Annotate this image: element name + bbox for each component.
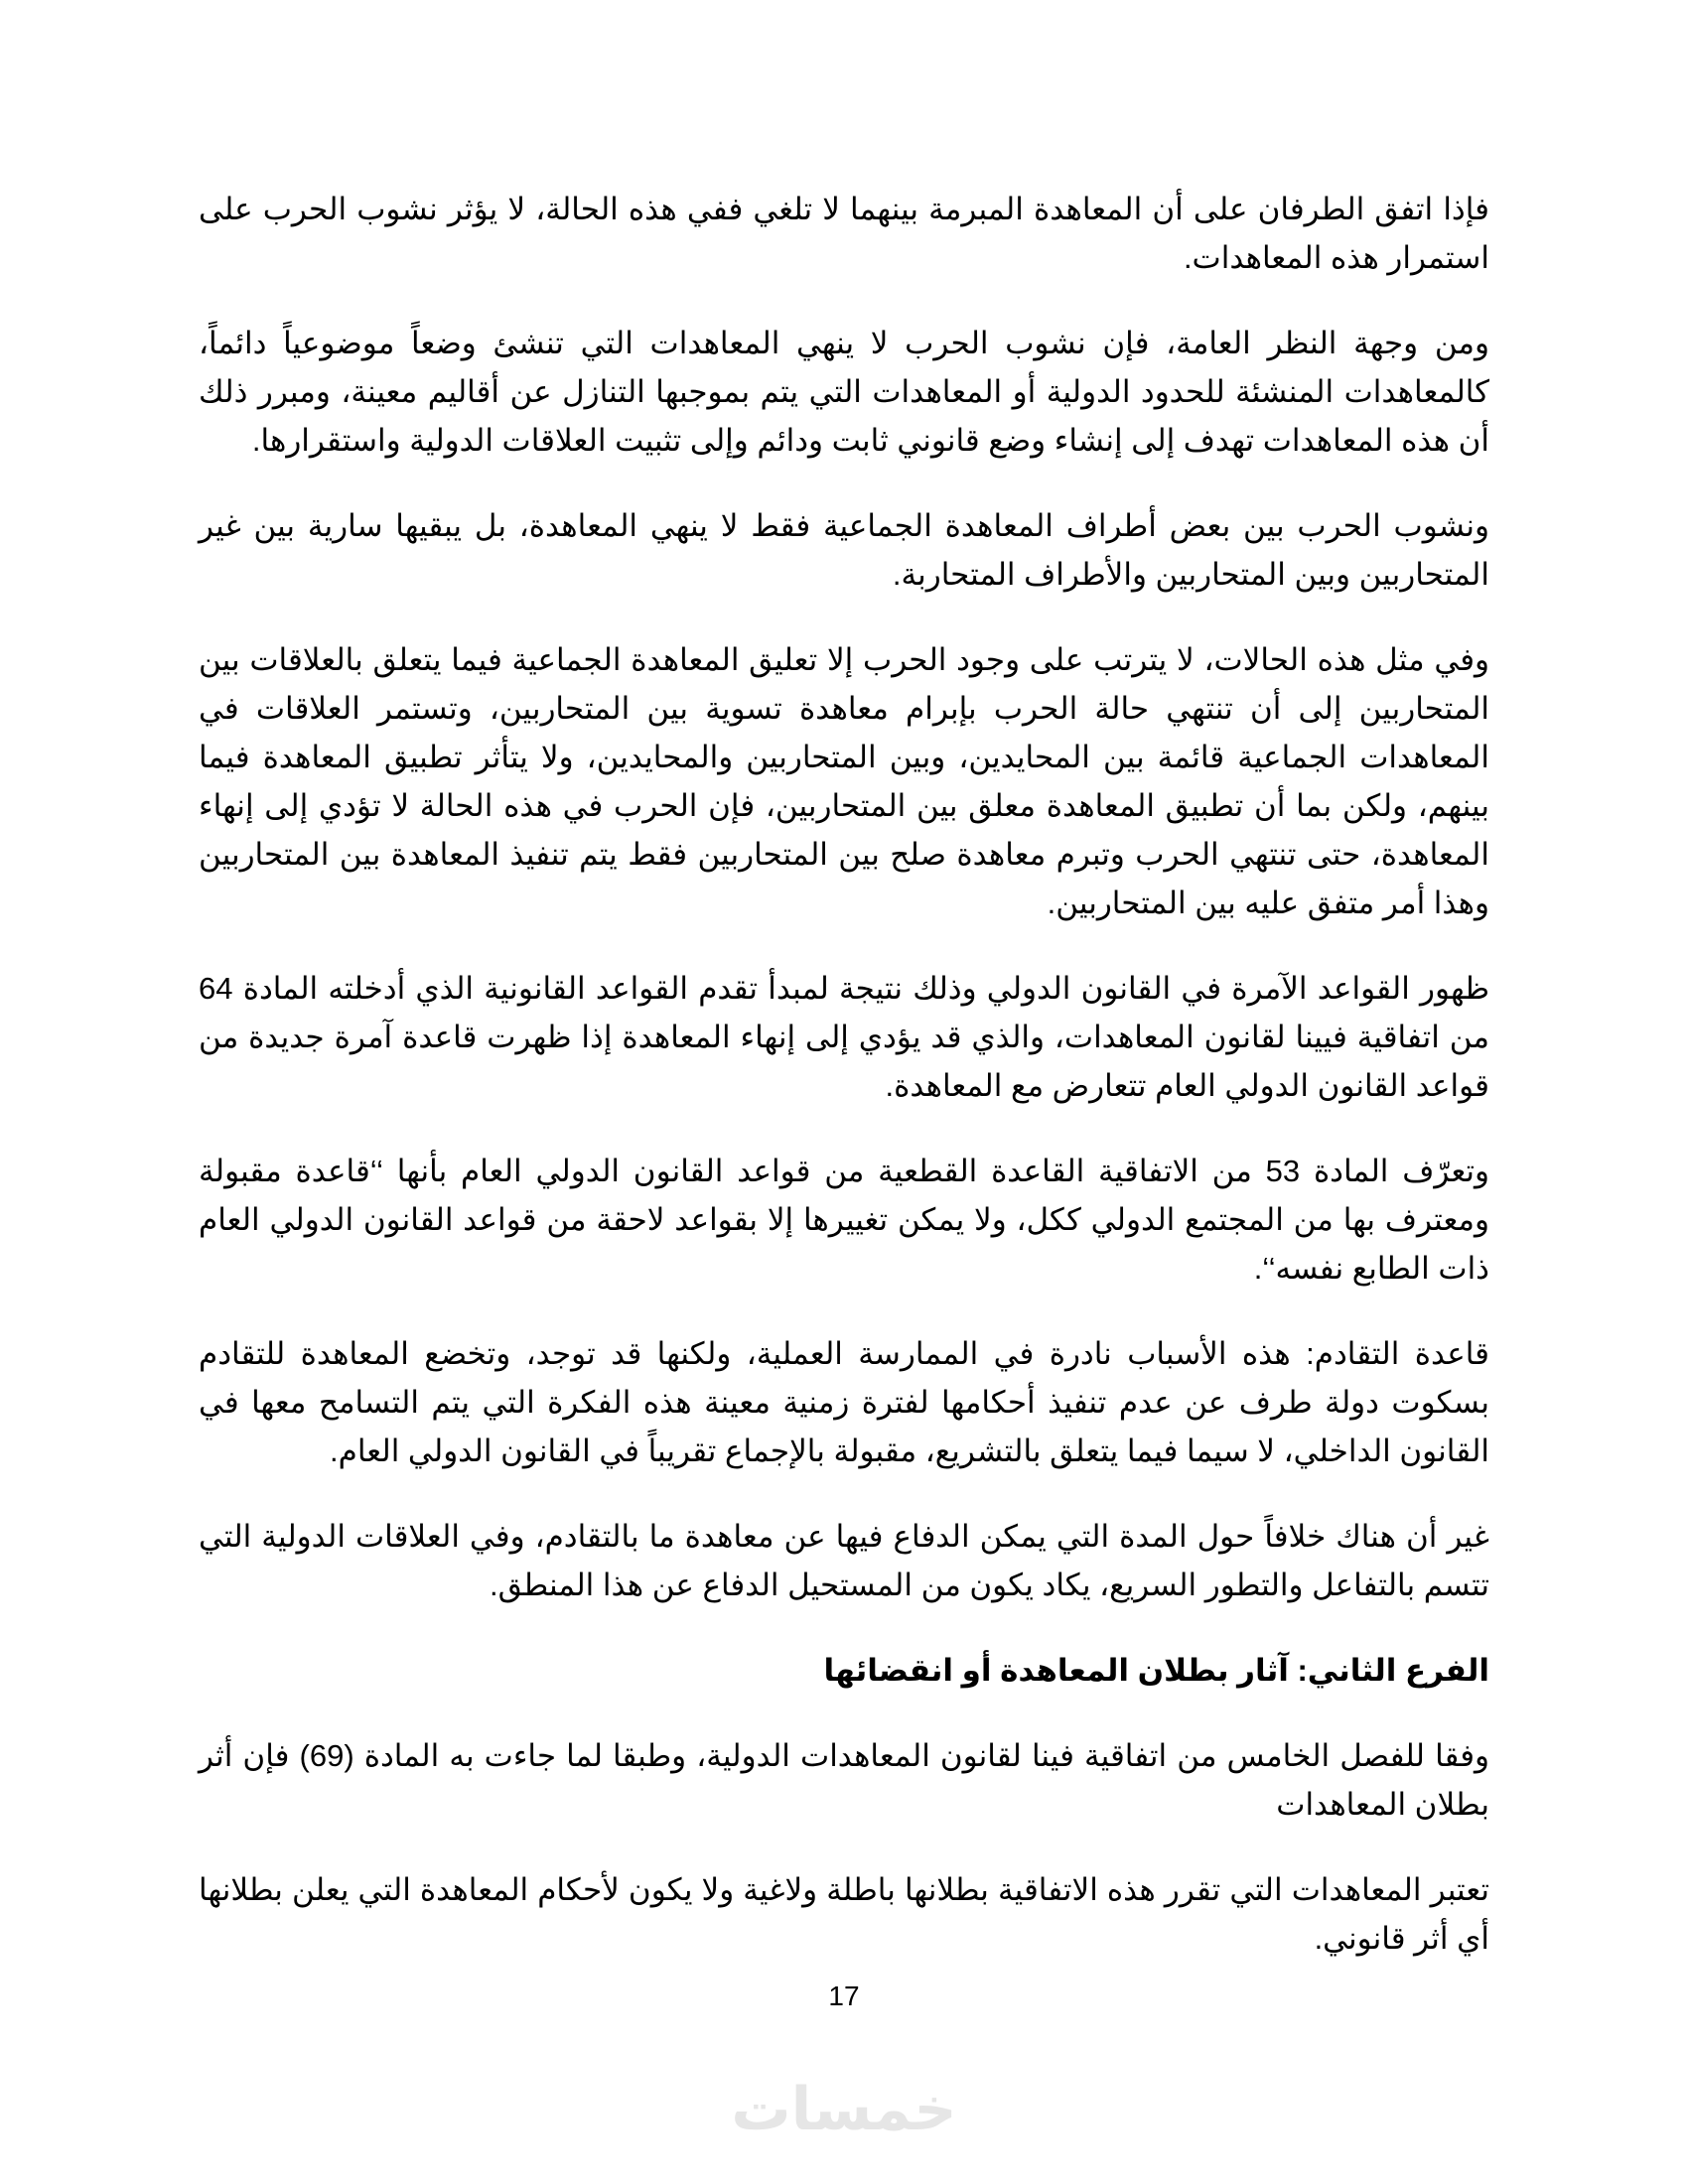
page-content [199, 185, 1489, 1999]
paragraph-article-69: وفقا للفصل الخامس من اتفاقية فينا لقانون المعاهدات الدولية، وطبقا لما جاءت به المادة (69) فإن أثر بطلان المعاهدات [199, 1738, 1489, 1822]
paragraph-collective-treaty: ونشوب الحرب بين بعض أطراف المعاهدة الجماعية فقط لا ينهي المعاهدة، بل يبقيها سارية بين غير المتحاربين وبين المتحاربين والأطراف المتحاربة. [199, 508, 1489, 592]
paragraph-prescription: قاعدة التقادم: هذه الأسباب نادرة في الممارسة العملية، ولكنها قد توجد، وتخضع المعاهدة للتقادم بسكوت دولة طرف عن عدم تنفيذ أحكامها لفترة زمنية معينة هذه الفكرة التي يتم التسامح معها في القانون الداخلي، لا سيما فيما يتعلق بالتشريع، مقبولة بالإجماع تقريباً في القانون الدولي العام. [199, 1336, 1489, 1468]
paragraph-prescription-dispute: غير أن هناك خلافاً حول المدة التي يمكن الدفاع فيها عن معاهدة ما بالتقادم، وفي العلاقات الدولية التي تتسم بالتفاعل والتطور السريع، يكاد يكون من المستحيل الدفاع عن هذا المنطق. [199, 1519, 1489, 1602]
paragraph-article-53: وتعرّف المادة 53 من الاتفاقية القاعدة القطعية من قواعد القانون الدولي العام بأنها ‘‘قاعدة مقبولة ومعترف بها من المجتمع الدولي ككل، ولا يمكن تغييرها إلا بقواعد لاحقة من قواعد القانون الدولي العام ذات الطابع نفسه‘‘. [199, 1154, 1489, 1286]
watermark-logo: خمسات [731, 2076, 957, 2142]
paragraph-treaty-agreement: فإذا اتفق الطرفان على أن المعاهدة المبرمة بينهما لا تلغي ففي هذه الحالة، لا يؤثر نشوب الحرب على استمرار هذه المعاهدات. [199, 192, 1489, 275]
page-number: 17 [828, 1980, 860, 2011]
paragraph-void-treaties: تعتبر المعاهدات التي تقرر هذه الاتفاقية بطلانها باطلة ولاغية ولا يكون لأحكام المعاهدة التي يعلن بطلانها أي أثر قانوني. [199, 1872, 1489, 1956]
paragraph-objective-status: ومن وجهة النظر العامة، فإن نشوب الحرب لا ينهي المعاهدات التي تنشئ وضعاً موضوعياً دائماً، كالمعاهدات المنشئة للحدود الدولية أو المعاهدات التي يتم بموجبها التنازل عن أقاليم معينة، ومبرر ذلك أن هذه المعاهدات تهدف إلى إنشاء وضع قانوني ثابت ودائم وإلى تثبيت العلاقات الدولية واستقرارها. [199, 326, 1489, 458]
paragraph-peremptory-norms: ظهور القواعد الآمرة في القانون الدولي وذلك نتيجة لمبدأ تقدم القواعد القانونية الذي أدخلته المادة 64 من اتفاقية فيينا لقانون المعاهدات، والذي قد يؤدي إلى إنهاء المعاهدة إذا ظهرت قاعدة آمرة جديدة من قواعد القانون الدولي العام تتعارض مع المعاهدة. [199, 971, 1489, 1103]
section-heading: الفرع الثاني: آثار بطلان المعاهدة أو انقضائها [823, 1653, 1489, 1688]
paragraph-suspension: وفي مثل هذه الحالات، لا يترتب على وجود الحرب إلا تعليق المعاهدة الجماعية فيما يتعلق بالعلاقات بين المتحاربين إلى أن تنتهي حالة الحرب بإبرام معاهدة تسوية بين المتحاربين، وتستمر العلاقات في المعاهدات الجماعية قائمة بين المحايدين، وبين المتحاربين والمحايدين، ولا يتأثر تطبيق المعاهدة فيما بينهم، ولكن بما أن تطبيق المعاهدة معلق بين المتحاربين، فإن الحرب في هذه الحالة لا تؤدي إلى إنهاء المعاهدة، حتى تنتهي الحرب وتبرم معاهدة صلح بين المتحاربين فقط يتم تنفيذ المعاهدة بين المتحاربين وهذا أمر متفق عليه بين المتحاربين. [199, 642, 1489, 920]
